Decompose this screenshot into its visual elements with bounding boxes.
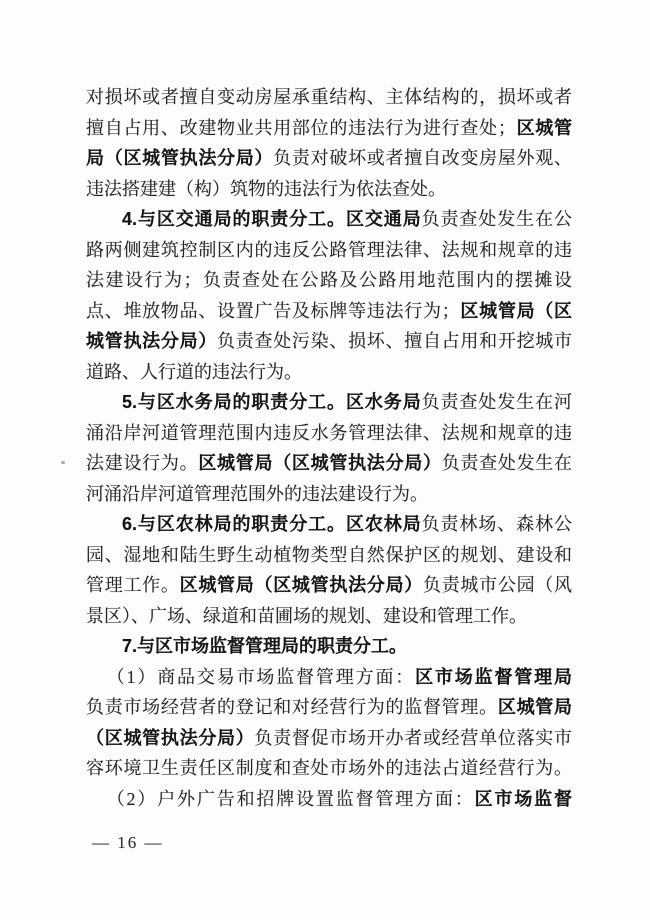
text-segment: 对损坏或者擅自变动房屋承重结构、主体结构的，损坏或者 xyxy=(86,87,572,107)
text-line xyxy=(86,174,572,205)
text-segment: （1）商品交易市场监督管理方面： xyxy=(106,666,416,687)
text-line xyxy=(86,82,572,113)
text-segment: 区城管局（区城管执法分局） xyxy=(179,575,423,595)
text-line xyxy=(86,296,572,327)
text-segment: 4.与区交通局的职责分工。区交通局 xyxy=(122,209,422,229)
text-line xyxy=(86,326,572,357)
text-line xyxy=(86,662,572,693)
text-segment: 区城管 xyxy=(515,117,573,138)
text-segment: 路两侧建筑控制区内的违反公路管理法律、法规和规章的违 xyxy=(86,239,572,260)
document-text xyxy=(86,82,572,814)
page-number: — 16 — xyxy=(92,833,164,852)
text-segment: 局（区城管执法分局） xyxy=(86,148,274,168)
text-segment: 景区）、广场、绿道和苗圃场的规划、建设和管理工作。 xyxy=(86,605,527,626)
text-line xyxy=(86,723,572,754)
text-segment: （2）户外广告和招牌设置监督管理方面： xyxy=(106,788,475,809)
text-segment: 负责对破坏或者擅自改变房屋外观、 xyxy=(273,148,573,168)
text-line xyxy=(86,540,572,571)
text-segment: 涌沿岸河道管理范围内违反水务管理法律、法规和规章的违 xyxy=(86,422,572,443)
text-line xyxy=(86,204,572,235)
text-segment: 园、湿地和陆生野生动植物类型自然保护区的规划、建设和 xyxy=(86,544,572,565)
text-line xyxy=(86,143,572,174)
text-segment: 违法搭建建（构）筑物的违法行为依法查处。 xyxy=(86,178,446,199)
text-segment: 容环境卫生责任区制度和查处市场外的违法占道经营行为。 xyxy=(86,758,572,778)
text-line xyxy=(86,265,572,296)
text-segment: 法建设行为；负责查处在公路及公路用地范围内的摆摊设 xyxy=(86,270,572,290)
text-segment: 负责林场、森林公 xyxy=(421,514,572,534)
text-segment: 5.与区水务局的职责分工。区水务局 xyxy=(122,392,422,412)
text-segment: 法建设行为。 xyxy=(86,453,199,473)
text-segment: 区城管局（区城管执法分局） xyxy=(198,453,442,473)
text-segment: 区城管局（区 xyxy=(459,300,573,321)
text-segment: 7.与区市场监督管理局的职责分工。 xyxy=(122,636,408,656)
text-line xyxy=(86,235,572,266)
text-segment: 城管执法分局） xyxy=(86,331,218,351)
text-segment: 负责城市公园（风 xyxy=(422,575,573,595)
text-line xyxy=(86,418,572,449)
text-segment: 河涌沿岸河道管理范围外的违法建设行为。 xyxy=(86,483,428,504)
text-line xyxy=(86,387,572,418)
text-line xyxy=(86,631,572,662)
text-segment: 负责查处发生在河 xyxy=(421,392,572,412)
text-line xyxy=(86,448,572,479)
text-segment: 擅自占用、改建物业共用部位的违法行为进行查处； xyxy=(86,117,516,138)
text-line xyxy=(86,601,572,632)
text-line xyxy=(86,570,572,601)
text-line xyxy=(86,509,572,540)
text-line xyxy=(86,692,572,723)
text-segment: 负责查处发生在公 xyxy=(421,209,572,229)
text-segment: （区城管执法分局） xyxy=(86,727,255,748)
text-line xyxy=(86,113,572,144)
text-segment: 管理工作。 xyxy=(86,575,180,595)
scan-artifact-dot xyxy=(61,461,65,464)
text-segment: 区城管局 xyxy=(497,697,573,717)
text-line xyxy=(86,357,572,388)
text-line xyxy=(86,479,572,510)
text-segment: 负责督促市场开办者或经营单位落实市 xyxy=(254,727,573,748)
text-segment: 负责查处污染、损坏、擅自占用和开挖城市 xyxy=(217,331,573,351)
text-segment: 6.与区农林局的职责分工。区农林局 xyxy=(122,514,422,534)
text-line xyxy=(86,753,572,784)
text-segment: 区市场监督 xyxy=(474,788,572,809)
text-segment: 区市场监督管理局 xyxy=(415,666,573,687)
text-line xyxy=(86,784,572,815)
text-segment: 点、堆放物品、设置广告及标牌等违法行为； xyxy=(86,300,460,321)
text-segment: 道路、人行道的违法行为。 xyxy=(86,361,302,382)
text-segment: 负责查处发生在 xyxy=(441,453,573,473)
text-segment: 负责市场经营者的登记和对经营行为的监督管理。 xyxy=(86,697,498,717)
